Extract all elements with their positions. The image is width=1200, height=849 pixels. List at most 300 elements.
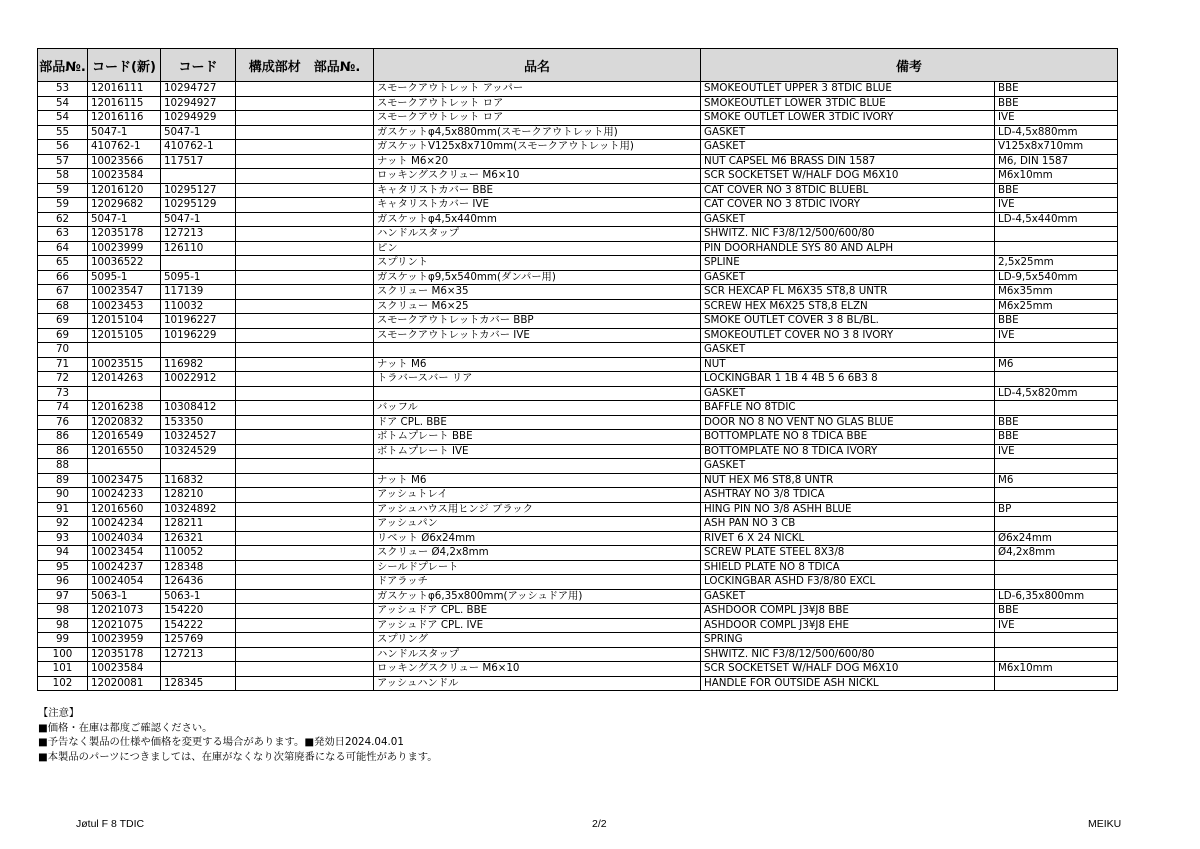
cell-code-new: 12035178	[88, 227, 161, 242]
cell-remarks: SPLINE	[701, 256, 995, 271]
cell-spec	[995, 575, 1118, 590]
cell-spec: IVE	[995, 111, 1118, 126]
cell-component-part-no	[236, 314, 374, 329]
cell-spec: M6	[995, 473, 1118, 488]
cell-product-name: トラバースバー リア	[374, 372, 701, 387]
cell-code: 154220	[161, 604, 236, 619]
cell-product-name: シールドプレート	[374, 560, 701, 575]
cell-code: 10324892	[161, 502, 236, 517]
table-row	[38, 357, 1118, 372]
notes-line: ■価格・在庫は都度ご確認ください。	[38, 721, 213, 734]
cell-spec: Ø6x24mm	[995, 531, 1118, 546]
cell-remarks: SHWITZ. NIC F3/8/12/500/600/80	[701, 647, 995, 662]
cell-remarks: GASKET	[701, 270, 995, 285]
cell-code-new: 12016120	[88, 183, 161, 198]
cell-code-new: 10023547	[88, 285, 161, 300]
cell-spec: IVE	[995, 198, 1118, 213]
cell-product-name: ボトムプレート IVE	[374, 444, 701, 459]
cell-remarks: ASHTRAY NO 3/8 TDICA	[701, 488, 995, 503]
cell-remarks: LOCKINGBAR ASHD F3/8/80 EXCL	[701, 575, 995, 590]
cell-code-new: 10023959	[88, 633, 161, 648]
cell-code: 117139	[161, 285, 236, 300]
cell-component-part-no	[236, 488, 374, 503]
table-row	[38, 299, 1118, 314]
cell-code-new: 10023584	[88, 169, 161, 184]
table-row	[38, 575, 1118, 590]
cell-code-new: 10024237	[88, 560, 161, 575]
cell-component-part-no	[236, 270, 374, 285]
cell-spec: BBE	[995, 314, 1118, 329]
cell-part-no: 73	[38, 386, 88, 401]
cell-component-part-no	[236, 633, 374, 648]
cell-part-no: 57	[38, 154, 88, 169]
cell-product-name: ドア CPL. BBE	[374, 415, 701, 430]
cell-part-no: 92	[38, 517, 88, 532]
cell-code-new: 12016111	[88, 82, 161, 97]
cell-remarks: NUT	[701, 357, 995, 372]
table-row	[38, 343, 1118, 358]
cell-spec	[995, 372, 1118, 387]
cell-code-new: 10023566	[88, 154, 161, 169]
cell-component-part-no	[236, 531, 374, 546]
table-row	[38, 531, 1118, 546]
cell-code-new: 12035178	[88, 647, 161, 662]
cell-code: 10294929	[161, 111, 236, 126]
cell-code-new: 12016560	[88, 502, 161, 517]
cell-part-no: 96	[38, 575, 88, 590]
cell-code: 5095-1	[161, 270, 236, 285]
cell-part-no: 68	[38, 299, 88, 314]
cell-component-part-no	[236, 285, 374, 300]
cell-product-name: ピン	[374, 241, 701, 256]
cell-component-part-no	[236, 473, 374, 488]
cell-code: 127213	[161, 227, 236, 242]
cell-code: 10295127	[161, 183, 236, 198]
cell-product-name: リベット Ø6x24mm	[374, 531, 701, 546]
cell-code: 117517	[161, 154, 236, 169]
cell-part-no: 54	[38, 111, 88, 126]
table-row	[38, 212, 1118, 227]
cell-product-name: アッシュハンドル	[374, 676, 701, 691]
cell-product-name: スプリント	[374, 256, 701, 271]
cell-remarks: ASHDOOR COMPL J3¥J8 BBE	[701, 604, 995, 619]
cell-spec	[995, 676, 1118, 691]
cell-code-new: 10024034	[88, 531, 161, 546]
cell-component-part-no	[236, 154, 374, 169]
cell-remarks: GASKET	[701, 386, 995, 401]
cell-component-part-no	[236, 589, 374, 604]
footer-company: MEIKU	[1088, 818, 1122, 830]
cell-remarks: GASKET	[701, 125, 995, 140]
cell-component-part-no	[236, 386, 374, 401]
cell-product-name	[374, 386, 701, 401]
cell-component-part-no	[236, 82, 374, 97]
cell-part-no: 62	[38, 212, 88, 227]
cell-component-part-no	[236, 517, 374, 532]
table-row	[38, 488, 1118, 503]
table-row	[38, 169, 1118, 184]
cell-code: 10295129	[161, 198, 236, 213]
cell-product-name: ドアラッチ	[374, 575, 701, 590]
cell-part-no: 63	[38, 227, 88, 242]
cell-code: 410762-1	[161, 140, 236, 155]
cell-part-no: 64	[38, 241, 88, 256]
cell-part-no: 90	[38, 488, 88, 503]
cell-spec: BBE	[995, 430, 1118, 445]
cell-product-name: ナット M6×20	[374, 154, 701, 169]
table-row	[38, 183, 1118, 198]
footer-model: Jøtul F 8 TDIC	[76, 818, 145, 830]
cell-remarks: BOTTOMPLATE NO 8 TDICA IVORY	[701, 444, 995, 459]
cell-part-no: 91	[38, 502, 88, 517]
cell-spec: M6	[995, 357, 1118, 372]
parts-table	[37, 48, 1118, 691]
table-row	[38, 227, 1118, 242]
cell-remarks: SCR SOCKETSET W/HALF DOG M6X10	[701, 169, 995, 184]
cell-remarks: GASKET	[701, 343, 995, 358]
cell-code: 116832	[161, 473, 236, 488]
cell-spec: BBE	[995, 604, 1118, 619]
table-row	[38, 618, 1118, 633]
cell-code: 10324529	[161, 444, 236, 459]
cell-product-name: ハンドルスタップ	[374, 227, 701, 242]
cell-product-name: ナット M6	[374, 357, 701, 372]
cell-remarks: PIN DOORHANDLE SYS 80 AND ALPH	[701, 241, 995, 256]
cell-product-name: スクリュー M6×35	[374, 285, 701, 300]
cell-part-no: 58	[38, 169, 88, 184]
cell-remarks: SHWITZ. NIC F3/8/12/500/600/80	[701, 227, 995, 242]
cell-spec	[995, 241, 1118, 256]
cell-code	[161, 386, 236, 401]
cell-part-no: 89	[38, 473, 88, 488]
cell-code	[161, 256, 236, 271]
cell-product-name: スモークアウトレット アッパー	[374, 82, 701, 97]
cell-code-new: 5047-1	[88, 212, 161, 227]
cell-spec: M6x10mm	[995, 662, 1118, 677]
cell-product-name: ガスケットφ6,35x800mm(アッシュドア用)	[374, 589, 701, 604]
cell-code-new: 12016238	[88, 401, 161, 416]
cell-code-new: 10023584	[88, 662, 161, 677]
cell-part-no: 102	[38, 676, 88, 691]
cell-part-no: 86	[38, 444, 88, 459]
cell-part-no: 59	[38, 198, 88, 213]
cell-spec: BBE	[995, 415, 1118, 430]
cell-code	[161, 662, 236, 677]
cell-spec: M6, DIN 1587	[995, 154, 1118, 169]
cell-product-name: スプリング	[374, 633, 701, 648]
cell-spec	[995, 459, 1118, 474]
header-code: コード	[161, 49, 236, 82]
cell-remarks: SCREW PLATE STEEL 8X3/8	[701, 546, 995, 561]
cell-spec: M6x35mm	[995, 285, 1118, 300]
cell-component-part-no	[236, 111, 374, 126]
cell-component-part-no	[236, 125, 374, 140]
cell-remarks: HING PIN NO 3/8 ASHH BLUE	[701, 502, 995, 517]
cell-code: 10022912	[161, 372, 236, 387]
cell-remarks: SCR SOCKETSET W/HALF DOG M6X10	[701, 662, 995, 677]
cell-spec: IVE	[995, 444, 1118, 459]
cell-part-no: 66	[38, 270, 88, 285]
cell-remarks: HANDLE FOR OUTSIDE ASH NICKL	[701, 676, 995, 691]
cell-product-name: アッシュパン	[374, 517, 701, 532]
cell-code-new: 12016549	[88, 430, 161, 445]
header-part-no: 部品№.	[38, 49, 88, 82]
cell-spec	[995, 647, 1118, 662]
cell-code-new: 10024054	[88, 575, 161, 590]
cell-product-name: スモークアウトレット ロア	[374, 96, 701, 111]
table-row	[38, 386, 1118, 401]
cell-product-name: スクリュー M6×25	[374, 299, 701, 314]
cell-code: 5063-1	[161, 589, 236, 604]
cell-spec: M6x25mm	[995, 299, 1118, 314]
cell-code-new: 10023453	[88, 299, 161, 314]
cell-code-new	[88, 343, 161, 358]
table-row	[38, 415, 1118, 430]
cell-component-part-no	[236, 502, 374, 517]
cell-product-name	[374, 343, 701, 358]
cell-code: 110032	[161, 299, 236, 314]
cell-component-part-no	[236, 241, 374, 256]
cell-code: 10294927	[161, 96, 236, 111]
cell-spec: M6x10mm	[995, 169, 1118, 184]
cell-product-name: ロッキングスクリュー M6×10	[374, 169, 701, 184]
cell-spec	[995, 401, 1118, 416]
cell-remarks: GASKET	[701, 212, 995, 227]
cell-code-new: 10023999	[88, 241, 161, 256]
cell-component-part-no	[236, 140, 374, 155]
cell-remarks: GASKET	[701, 589, 995, 604]
cell-code-new: 12014263	[88, 372, 161, 387]
cell-remarks: SMOKE OUTLET LOWER 3TDIC IVORY	[701, 111, 995, 126]
cell-product-name: アッシュトレイ	[374, 488, 701, 503]
table-row	[38, 589, 1118, 604]
cell-spec	[995, 343, 1118, 358]
cell-product-name: ガスケットφ4,5x880mm(スモークアウトレット用)	[374, 125, 701, 140]
cell-part-no: 55	[38, 125, 88, 140]
cell-component-part-no	[236, 328, 374, 343]
cell-spec	[995, 560, 1118, 575]
cell-part-no: 93	[38, 531, 88, 546]
cell-component-part-no	[236, 372, 374, 387]
cell-remarks: SMOKEOUTLET UPPER 3 8TDIC BLUE	[701, 82, 995, 97]
cell-component-part-no	[236, 459, 374, 474]
cell-part-no: 94	[38, 546, 88, 561]
table-row	[38, 140, 1118, 155]
cell-product-name: ボトムプレート BBE	[374, 430, 701, 445]
cell-spec: LD-4,5x440mm	[995, 212, 1118, 227]
cell-code-new: 12016550	[88, 444, 161, 459]
cell-component-part-no	[236, 618, 374, 633]
cell-part-no: 70	[38, 343, 88, 358]
cell-code: 116982	[161, 357, 236, 372]
cell-remarks: NUT HEX M6 ST8,8 UNTR	[701, 473, 995, 488]
cell-remarks: LOCKINGBAR 1 1B 4 4B 5 6 6B3 8	[701, 372, 995, 387]
cell-code: 10196229	[161, 328, 236, 343]
table-row	[38, 154, 1118, 169]
table-row	[38, 285, 1118, 300]
cell-product-name: スモークアウトレットカバー BBP	[374, 314, 701, 329]
cell-remarks: DOOR NO 8 NO VENT NO GLAS BLUE	[701, 415, 995, 430]
cell-component-part-no	[236, 343, 374, 358]
cell-code-new	[88, 386, 161, 401]
cell-code: 126321	[161, 531, 236, 546]
cell-code-new: 12015104	[88, 314, 161, 329]
header-product-name: 品名	[374, 49, 701, 82]
cell-code-new: 12020832	[88, 415, 161, 430]
cell-remarks: GASKET	[701, 459, 995, 474]
cell-product-name: スモークアウトレットカバー IVE	[374, 328, 701, 343]
cell-code-new: 5095-1	[88, 270, 161, 285]
cell-product-name: ガスケットφ4,5x440mm	[374, 212, 701, 227]
cell-spec: 2,5x25mm	[995, 256, 1118, 271]
cell-component-part-no	[236, 212, 374, 227]
table-row	[38, 82, 1118, 97]
cell-code: 126110	[161, 241, 236, 256]
cell-spec	[995, 227, 1118, 242]
table-row	[38, 111, 1118, 126]
table-row	[38, 633, 1118, 648]
cell-remarks: CAT COVER NO 3 8TDIC BLUEBL	[701, 183, 995, 198]
cell-code-new: 12016116	[88, 111, 161, 126]
cell-code-new: 12015105	[88, 328, 161, 343]
table-row	[38, 647, 1118, 662]
cell-code: 10308412	[161, 401, 236, 416]
cell-component-part-no	[236, 415, 374, 430]
cell-part-no: 72	[38, 372, 88, 387]
cell-remarks: ASHDOOR COMPL J3¥J8 EHE	[701, 618, 995, 633]
cell-product-name: スモークアウトレット ロア	[374, 111, 701, 126]
cell-part-no: 74	[38, 401, 88, 416]
cell-code-new: 12021075	[88, 618, 161, 633]
table-row	[38, 517, 1118, 532]
cell-component-part-no	[236, 444, 374, 459]
cell-part-no: 53	[38, 82, 88, 97]
cell-product-name: ナット M6	[374, 473, 701, 488]
cell-component-part-no	[236, 198, 374, 213]
table-row	[38, 444, 1118, 459]
cell-code-new: 10036522	[88, 256, 161, 271]
cell-component-part-no	[236, 299, 374, 314]
cell-spec	[995, 488, 1118, 503]
cell-part-no: 88	[38, 459, 88, 474]
table-row	[38, 560, 1118, 575]
cell-product-name: アッシュドア CPL. IVE	[374, 618, 701, 633]
cell-component-part-no	[236, 96, 374, 111]
cell-component-part-no	[236, 604, 374, 619]
cell-remarks: RIVET 6 X 24 NICKL	[701, 531, 995, 546]
cell-product-name: キャタリストカバー BBE	[374, 183, 701, 198]
cell-code-new: 10024234	[88, 517, 161, 532]
cell-remarks: SCREW HEX M6X25 ST8,8 ELZN	[701, 299, 995, 314]
cell-code-new: 10024233	[88, 488, 161, 503]
cell-remarks: SMOKEOUTLET LOWER 3TDIC BLUE	[701, 96, 995, 111]
cell-part-no: 98	[38, 618, 88, 633]
cell-product-name: スクリュー Ø4,2x8mm	[374, 546, 701, 561]
cell-spec: BP	[995, 502, 1118, 517]
cell-code: 128345	[161, 676, 236, 691]
cell-component-part-no	[236, 430, 374, 445]
cell-product-name: バッフル	[374, 401, 701, 416]
cell-code: 128211	[161, 517, 236, 532]
cell-component-part-no	[236, 560, 374, 575]
cell-code	[161, 343, 236, 358]
cell-product-name: アッシュハウス用ヒンジ ブラック	[374, 502, 701, 517]
cell-remarks: BAFFLE NO 8TDIC	[701, 401, 995, 416]
table-row	[38, 198, 1118, 213]
cell-code-new: 5063-1	[88, 589, 161, 604]
cell-code-new: 5047-1	[88, 125, 161, 140]
cell-part-no: 71	[38, 357, 88, 372]
cell-spec: Ø4,2x8mm	[995, 546, 1118, 561]
cell-product-name	[374, 459, 701, 474]
header-component-part-no: 構成部材 部品№.	[236, 49, 374, 82]
cell-code: 128210	[161, 488, 236, 503]
cell-code-new: 12016115	[88, 96, 161, 111]
cell-part-no: 59	[38, 183, 88, 198]
cell-product-name: キャタリストカバー IVE	[374, 198, 701, 213]
cell-code: 10324527	[161, 430, 236, 445]
cell-component-part-no	[236, 662, 374, 677]
table-row	[38, 459, 1118, 474]
cell-remarks: SCR HEXCAP FL M6X35 ST8,8 UNTR	[701, 285, 995, 300]
cell-remarks: CAT COVER NO 3 8TDIC IVORY	[701, 198, 995, 213]
table-row	[38, 241, 1118, 256]
cell-code: 126436	[161, 575, 236, 590]
cell-remarks: SMOKEOUTLET COVER NO 3 8 IVORY	[701, 328, 995, 343]
cell-remarks: BOTTOMPLATE NO 8 TDICA BBE	[701, 430, 995, 445]
cell-spec: BBE	[995, 183, 1118, 198]
table-row	[38, 502, 1118, 517]
cell-spec: LD-9,5x540mm	[995, 270, 1118, 285]
notes-section	[38, 706, 438, 764]
cell-part-no: 98	[38, 604, 88, 619]
cell-spec: IVE	[995, 328, 1118, 343]
cell-product-name: ロッキングスクリュー M6×10	[374, 662, 701, 677]
cell-part-no: 56	[38, 140, 88, 155]
cell-remarks: NUT CAPSEL M6 BRASS DIN 1587	[701, 154, 995, 169]
table-row	[38, 662, 1118, 677]
header-remarks: 備考	[701, 49, 1118, 82]
table-row	[38, 676, 1118, 691]
cell-code: 10196227	[161, 314, 236, 329]
cell-part-no: 76	[38, 415, 88, 430]
cell-code: 110052	[161, 546, 236, 561]
cell-part-no: 65	[38, 256, 88, 271]
cell-spec: LD-4,5x880mm	[995, 125, 1118, 140]
cell-component-part-no	[236, 357, 374, 372]
table-row	[38, 328, 1118, 343]
notes-line: ■予告なく製品の仕様や価格を変更する場合があります。■発効日2024.04.01	[38, 736, 404, 749]
cell-component-part-no	[236, 676, 374, 691]
table-row	[38, 401, 1118, 416]
table-row	[38, 430, 1118, 445]
table-row	[38, 96, 1118, 111]
cell-part-no: 100	[38, 647, 88, 662]
cell-part-no: 101	[38, 662, 88, 677]
cell-remarks: ASH PAN NO 3 CB	[701, 517, 995, 532]
table-row	[38, 604, 1118, 619]
notes-heading: 【注意】	[38, 707, 80, 719]
cell-remarks: SMOKE OUTLET COVER 3 8 BL/BL.	[701, 314, 995, 329]
cell-code: 128348	[161, 560, 236, 575]
cell-product-name: アッシュドア CPL. BBE	[374, 604, 701, 619]
cell-spec: LD-6,35x800mm	[995, 589, 1118, 604]
cell-part-no: 67	[38, 285, 88, 300]
cell-code: 5047-1	[161, 125, 236, 140]
cell-component-part-no	[236, 647, 374, 662]
cell-remarks: SPRING	[701, 633, 995, 648]
cell-code: 154222	[161, 618, 236, 633]
